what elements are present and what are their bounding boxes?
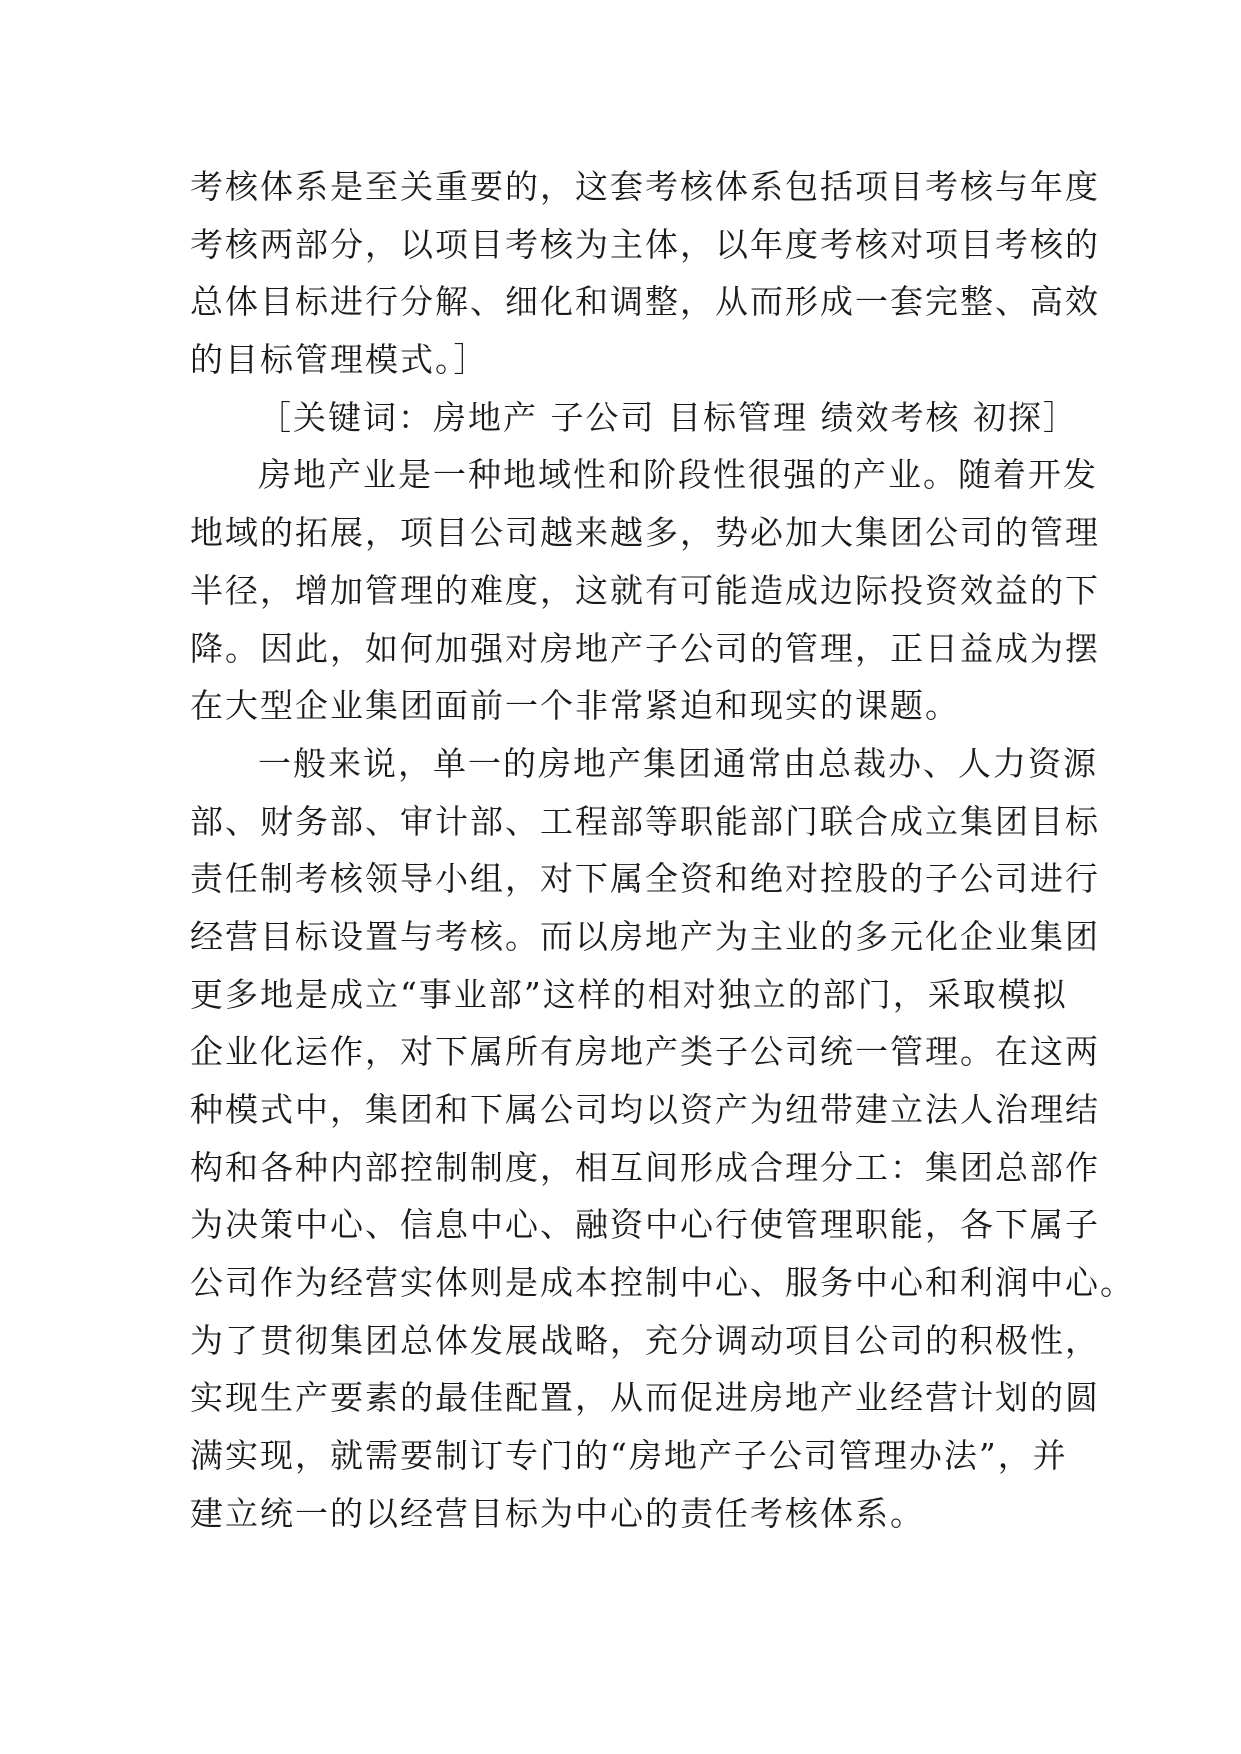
paragraph-2-line-1: 一般来说，单一的房地产集团通常由总裁办、人力资源 xyxy=(258,743,1098,783)
paragraph-2-line-3: 责任制考核领导小组，对下属全资和绝对控股的子公司进行 xyxy=(190,859,1100,899)
text-line-abstract-2: 考核两部分，以项目考核为主体，以年度考核对项目考核的 xyxy=(190,224,1100,264)
paragraph-2-line-10: 公司作为经营实体则是成本控制中心、服务中心和利润中心。 xyxy=(190,1263,1135,1303)
paragraph-2-line-7: 种模式中，集团和下属公司均以资产为纽带建立法人治理结 xyxy=(190,1090,1100,1129)
paragraph-1-line-1: 房地产业是一种地域性和阶段性很强的产业。随着开发 xyxy=(258,455,1098,495)
paragraph-1-line-4: 降。因此，如何加强对房地产子公司的管理，正日益成为摆 xyxy=(190,628,1100,668)
paragraph-2-line-4: 经营目标设置与考核。而以房地产为主业的多元化企业集团 xyxy=(190,916,1100,956)
paragraph-1-line-2: 地域的拓展，项目公司越来越多，势必加大集团公司的管理 xyxy=(190,513,1100,553)
paragraph-2-line-12: 实现生产要素的最佳配置，从而促进房地产业经营计划的圆 xyxy=(190,1378,1100,1418)
paragraph-2-line-2: 部、财务部、审计部、工程部等职能部门联合成立集团目标 xyxy=(190,801,1100,841)
text-line-abstract-4: 的目标管理模式。］ xyxy=(190,340,489,380)
paragraph-2-line-5: 更多地是成立“事业部”这样的相对独立的部门，采取模拟 xyxy=(190,974,1068,1014)
paragraph-2-line-11: 为了贯彻集团总体发展战略，充分调动项目公司的积极性， xyxy=(190,1320,1100,1360)
text-line-abstract-1: 考核体系是至关重要的，这套考核体系包括项目考核与年度 xyxy=(190,167,1100,206)
text-line-abstract-3: 总体目标进行分解、细化和调整，从而形成一套完整、高效 xyxy=(190,282,1100,322)
paragraph-2-line-8: 构和各种内部控制制度，相互间形成合理分工：集团总部作 xyxy=(190,1147,1100,1187)
paragraph-1-line-3: 半径，增加管理的难度，这就有可能造成边际投资效益的下 xyxy=(190,570,1100,610)
paragraph-1-line-5: 在大型企业集团面前一个非常紧迫和现实的课题。 xyxy=(190,686,960,726)
document-body xyxy=(190,158,1135,1543)
paragraph-2-line-13: 满实现，就需要制订专门的“房地产子公司管理办法”，并 xyxy=(190,1436,1068,1476)
paragraph-2-line-6: 企业化运作，对下属所有房地产类子公司统一管理。在这两 xyxy=(190,1032,1100,1072)
paragraph-2-line-9: 为决策中心、信息中心、融资中心行使管理职能，各下属子 xyxy=(190,1205,1100,1245)
keywords-line: ［关键词：房地产 子公司 目标管理 绩效考核 初探］ xyxy=(258,397,1078,437)
paragraph-2-line-14: 建立统一的以经营目标为中心的责任考核体系。 xyxy=(190,1493,925,1533)
